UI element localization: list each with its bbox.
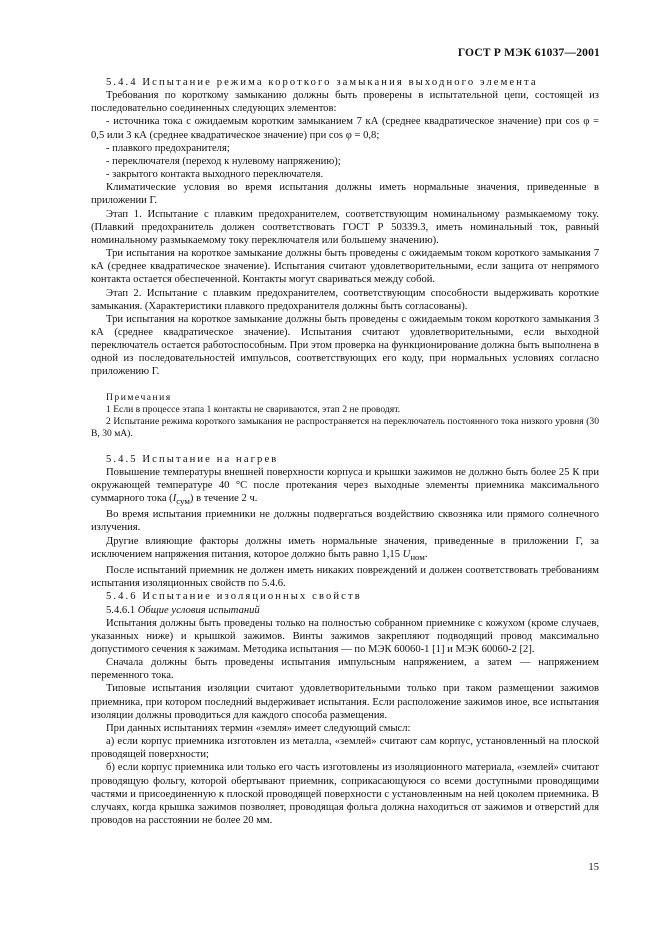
paragraph: Три испытания на короткое замыкание должны быть проведены с ожидаемым током короткого замыкания 3 кА (среднее квадратическое значение). Испытания считают удовлетворительными, если выходной переключатель остается работоспособным. При этом проверка на функционирование должна быть выполнена в одной из последовательностей импульсов, соответствующих его коду, при нормальных условиях согласно приложению Г.	[91, 313, 599, 378]
notes-title: Примечания	[106, 391, 172, 403]
paragraph: Другие влияющие факторы должны иметь нормальные значения, приведенные в приложении Г, за исключением напряжения питания, которое должно быть равно 1,15 $U_{ном}$.	[91, 535, 599, 562]
section-heading: 5.4.4 Испытание режима короткого замыкания выходного элемента	[106, 77, 538, 88]
paragraph: Климатические условия во время испытания должны иметь нормальные значения, приведенные в приложении Г.	[91, 182, 599, 207]
section-heading: 5.4.6 Испытание изоляционных свойств	[106, 591, 362, 603]
paragraph: - источника тока с ожидаемым коротким замыканием 7 кА (среднее квадратическое значение) при cos φ = 0,5 или 3 кА (среднее квадратическое значение) при cos φ = 0,8;	[91, 116, 599, 141]
page-header: ГОСТ Р МЭК 61037—2001	[457, 47, 600, 59]
paragraph: б) если корпус приемника или только его часть изготовлены из изоляционного материала, «землей» считают проводящую фольгу, которой обертывают приемник, соприкасающуюся со всеми доступными проводящими частями и присоединенную к плоской проводящей поверхности с установленным на ней цоколем приемника. В случаях, когда крышка зажимов позволяет, проводящая фольга должна находиться от зажимов и отверстий для проводов на расстоянии не более 20 мм.	[91, 762, 599, 827]
paragraph: Испытания должны быть проведены только на полностью собранном приемнике с кожухом (кроме случаев, указанных ниже) и крышкой зажимов. Винты зажимов закрепляют подводящий провод максимально допустимого сечения к зажимам. Методика испытания — по МЭК 60060-1 [1] и МЭК 60060-2 [2].	[91, 617, 599, 655]
note-1: 1 Если в процессе этапа 1 контакты не свариваются, этап 2 не проводят.	[106, 403, 401, 415]
paragraph: Этап 2. Испытание с плавким предохранителем, соответствующим способности выдерживать короткие замыкания. (Характеристики плавкого предохранителя должны быть согласованы).	[91, 287, 599, 312]
spacer	[91, 379, 599, 392]
paragraph: Во время испытания приемники не должны подвергаться воздействию сквозняка или прямого солнечного излучения.	[91, 509, 599, 534]
paragraph: Этап 1. Испытание с плавким предохранителем, соответствующим номинальному размыкаемому току. (Плавкий предохранитель должен соответствовать ГОСТ Р 50339.3, иметь номинальный ток, равный номинальному размыкаемому току переключателя или большему значению).	[91, 208, 599, 246]
note-2: 2 Испытание режима короткого замыкания не распространяется на переключатель постоянного тока низкого уровня (30 В, 30 мА).	[91, 415, 599, 439]
section-heading: 5.4.5 Испытание на нагрев	[106, 453, 279, 465]
section-5-4-6	[91, 590, 599, 827]
page-content	[91, 76, 599, 827]
notes-block	[91, 392, 599, 440]
section-5-4-6-body	[91, 617, 599, 828]
section-5-4-4	[91, 76, 599, 379]
paragraph: Требования по короткому замыканию должны быть проверены в испытательной цепи, состоящей из последовательно соединенных следующих элементов:	[91, 90, 599, 115]
paragraph: а) если корпус приемника изготовлен из металла, «землей» считают сам корпус, установленный на плоской проводящей поверхности;	[91, 736, 599, 761]
section-5-4-5	[91, 453, 599, 591]
paragraph: - плавкого предохранителя;	[106, 142, 230, 154]
paragraph: При данных испытаниях термин «земля» имеет следующий смысл:	[106, 722, 411, 734]
paragraph: Повышение температуры внешней поверхности корпуса и крышки зажимов не должно быть более 25 К при окружающей температуре 40 °С после протекания через выходные элементы приемника максимального суммарного тока $(I_{сум})$ в течение 2 ч.	[91, 466, 599, 507]
spacer	[91, 440, 599, 453]
paragraph: После испытаний приемник не должен иметь никаких повреждений и должен соответствовать требованиям испытания изоляционных свойств по 5.4.6.	[91, 565, 599, 590]
paragraph: Сначала должны быть проведены испытания импульсным напряжением, а затем — напряжением переменного тока.	[91, 657, 599, 682]
paragraph: - переключателя (переход к нулевому напряжению);	[106, 155, 341, 167]
subsection-heading: 5.4.6.1 Общие условия испытаний	[106, 604, 260, 616]
page-number: 15	[588, 862, 599, 873]
paragraph: Типовые испытания изоляции считают удовлетворительными только при таком размещении зажимов приемника, при котором последний выдерживает испытания. Если расположение зажимов иное, все испытания изоляции должны проводиться для каждого способа размещения.	[91, 683, 599, 721]
paragraph: - закрытого контакта выходного переключателя.	[106, 169, 324, 181]
paragraph: Три испытания на короткое замыкание должны быть проведены с ожидаемым током короткого замыкания 7 кА (среднее квадратическое значение). Испытания считают удовлетворительными, если защита от непрямого контакта остается обеспеченной. Контакты могут свариваться между собой.	[91, 248, 599, 286]
